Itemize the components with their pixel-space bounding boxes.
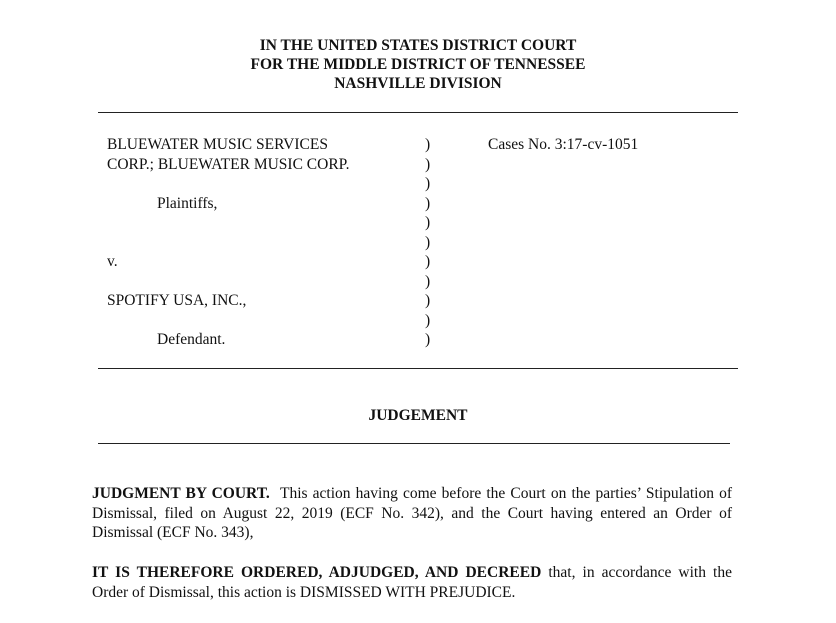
judgment-paragraph: [92, 484, 732, 543]
caption-paren: ): [425, 233, 431, 251]
plaintiff-name-line-2: CORP.; BLUEWATER MUSIC CORP.: [107, 155, 350, 173]
caption-parentheses: [425, 135, 430, 350]
defendant-name: SPOTIFY USA, INC.,: [107, 292, 247, 309]
order-paragraph: [92, 563, 732, 602]
judgment-paragraph-lead: JUDGMENT BY COURT.: [92, 485, 270, 502]
caption-paren: ): [425, 331, 431, 348]
caption-paren: ): [425, 253, 431, 270]
caption-paren: ): [425, 175, 431, 192]
case-number: Cases No. 3:17-cv-1051: [488, 136, 639, 153]
caption-paren: ): [425, 292, 431, 309]
caption-paren: ): [425, 272, 431, 290]
caption-paren: ): [425, 214, 431, 231]
order-paragraph-lead: IT IS THEREFORE ORDERED, ADJUDGED, AND DECREED: [92, 564, 542, 581]
plaintiff-name-line-1: BLUEWATER MUSIC SERVICES: [107, 136, 328, 153]
order-paragraph-body: that, in accordance with the Order of Dismissal, this action is DISMISSED WITH PREJUDICE.: [92, 564, 732, 601]
caption-top-rule: [98, 112, 738, 113]
judgment-paragraph-body: This action having come before the Court on the parties’ Stipulation of Dismissal, filed on August 22, 2019 (ECF No. 342), and the Court having entered an Order of Dismissal (ECF No. 343),: [92, 485, 732, 541]
court-header-line-3: NASHVILLE DIVISION: [334, 75, 502, 92]
caption-paren: ): [425, 194, 431, 212]
caption-paren: ): [425, 136, 431, 153]
caption-paren: ): [425, 155, 431, 173]
title-underline-rule: [98, 443, 730, 444]
court-header: [0, 36, 836, 93]
caption-bottom-rule: [98, 368, 738, 369]
plaintiff-role: Plaintiffs,: [157, 194, 218, 212]
caption-parties: [107, 135, 349, 350]
document-title: JUDGEMENT: [368, 407, 468, 424]
defendant-role: Defendant.: [157, 331, 226, 348]
court-header-line-1: IN THE UNITED STATES DISTRICT COURT: [259, 37, 577, 54]
court-header-line-2: FOR THE MIDDLE DISTRICT OF TENNESSEE: [250, 56, 586, 73]
versus-label: v.: [107, 253, 118, 270]
caption-paren: ): [425, 311, 431, 329]
